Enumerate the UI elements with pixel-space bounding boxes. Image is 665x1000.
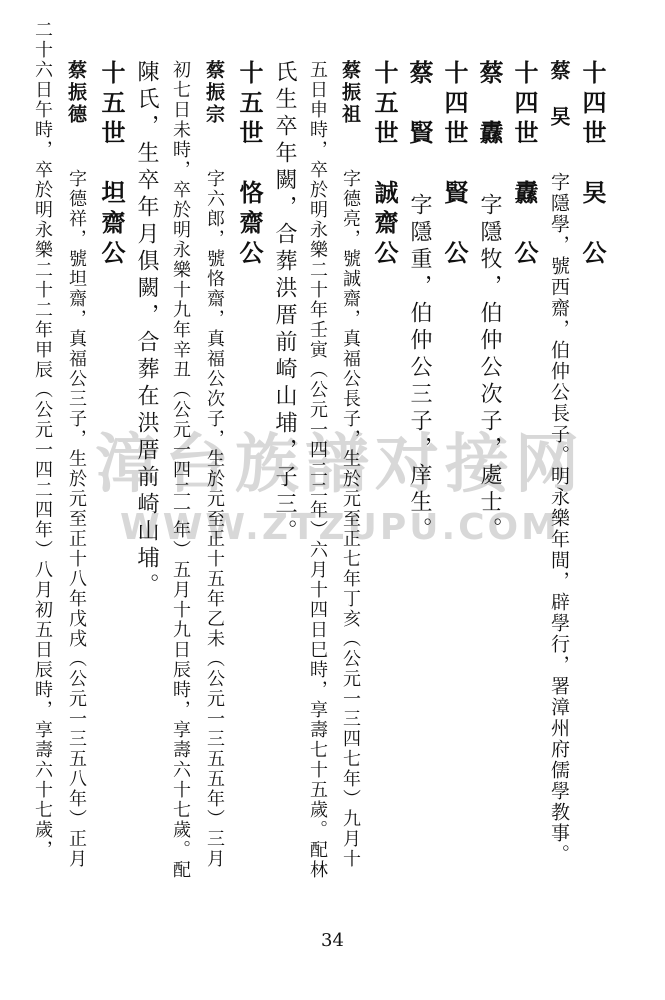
col-1 (545, 60, 573, 865)
person-name: 蔡振祖 (339, 60, 361, 126)
person-text: 字德祥，號坦齋，真福公三子，生於元至正十八年戊戌（公元一三五八年）正月 (66, 169, 87, 869)
person-name: 蔡 賢 (405, 60, 434, 150)
col-14 (97, 60, 125, 270)
col-8 (303, 60, 331, 880)
person-text: 字德亮，號誠齋，真福公長子，生於元至正七年丁亥（公元一三四七年）九月十 (340, 169, 361, 869)
watermark-cn: 漳台族譜对接网 (95, 428, 585, 502)
generation-heading: 十四世 旲 公 (578, 60, 607, 270)
col-12 (166, 60, 194, 880)
col-9 (270, 60, 298, 546)
col-10 (235, 60, 263, 270)
generation-heading: 十五世 誠齋公 (370, 60, 399, 270)
watermark-url: WWW.ZTZUPU.COM (119, 507, 560, 548)
col-11 (200, 60, 228, 869)
person-name: 蔡 纛 (475, 60, 504, 150)
person-text: 字六郎，號恪齋，真福公次子，生於元至正十五年乙未（公元一三五五年）三月 (204, 169, 225, 869)
col-2 (510, 60, 538, 270)
person-name: 蔡振宗 (203, 60, 225, 126)
col-4 (440, 60, 468, 270)
col-13 (132, 60, 160, 600)
col-16 (28, 20, 56, 860)
person-text: 五日申時，卒於明永樂二十年壬寅（公元一四二二年）六月十四日巳時，享壽七十五歲。配林 (307, 60, 328, 880)
col-15 (62, 60, 90, 869)
generation-heading: 十五世 坦齋公 (97, 60, 126, 270)
generation-heading: 十四世 纛 公 (510, 60, 539, 270)
generation-heading: 十五世 恪齋公 (235, 60, 264, 270)
person-text: 陳氏，生卒年月俱闕，合葬在洪厝前崎山埔。 (134, 60, 159, 600)
person-text: 二十六日午時，卒於明永樂二十二年甲辰（公元一四二四年）八月初五日辰時，享壽六十七歲， (32, 20, 53, 860)
person-text: 字隱重，伯仲公三子，庠生。 (407, 193, 432, 544)
col-6 (370, 60, 398, 270)
person-text: 氏生卒年闕，合葬洪厝前崎山埔，子三。 (272, 60, 297, 546)
generation-heading: 十四世 賢 公 (440, 60, 469, 270)
person-text: 字隱牧，伯仲公次子，處士。 (477, 193, 502, 544)
col-0 (578, 60, 606, 270)
person-text: 字隱學，號西齋，伯仲公長子。明永樂年間，辟學行，署漳州府儒學教事。 (548, 172, 570, 865)
col-5 (405, 60, 433, 544)
col-7 (336, 60, 364, 869)
person-name: 蔡 旲 (547, 60, 571, 129)
person-name: 蔡振德 (65, 60, 87, 126)
person-text: 初七日未時，卒於明永樂十九年辛丑（公元一四二一年）五月十九日辰時，享壽六十七歲。配 (170, 60, 191, 880)
col-3 (475, 60, 503, 544)
page-number: 34 (321, 930, 344, 951)
